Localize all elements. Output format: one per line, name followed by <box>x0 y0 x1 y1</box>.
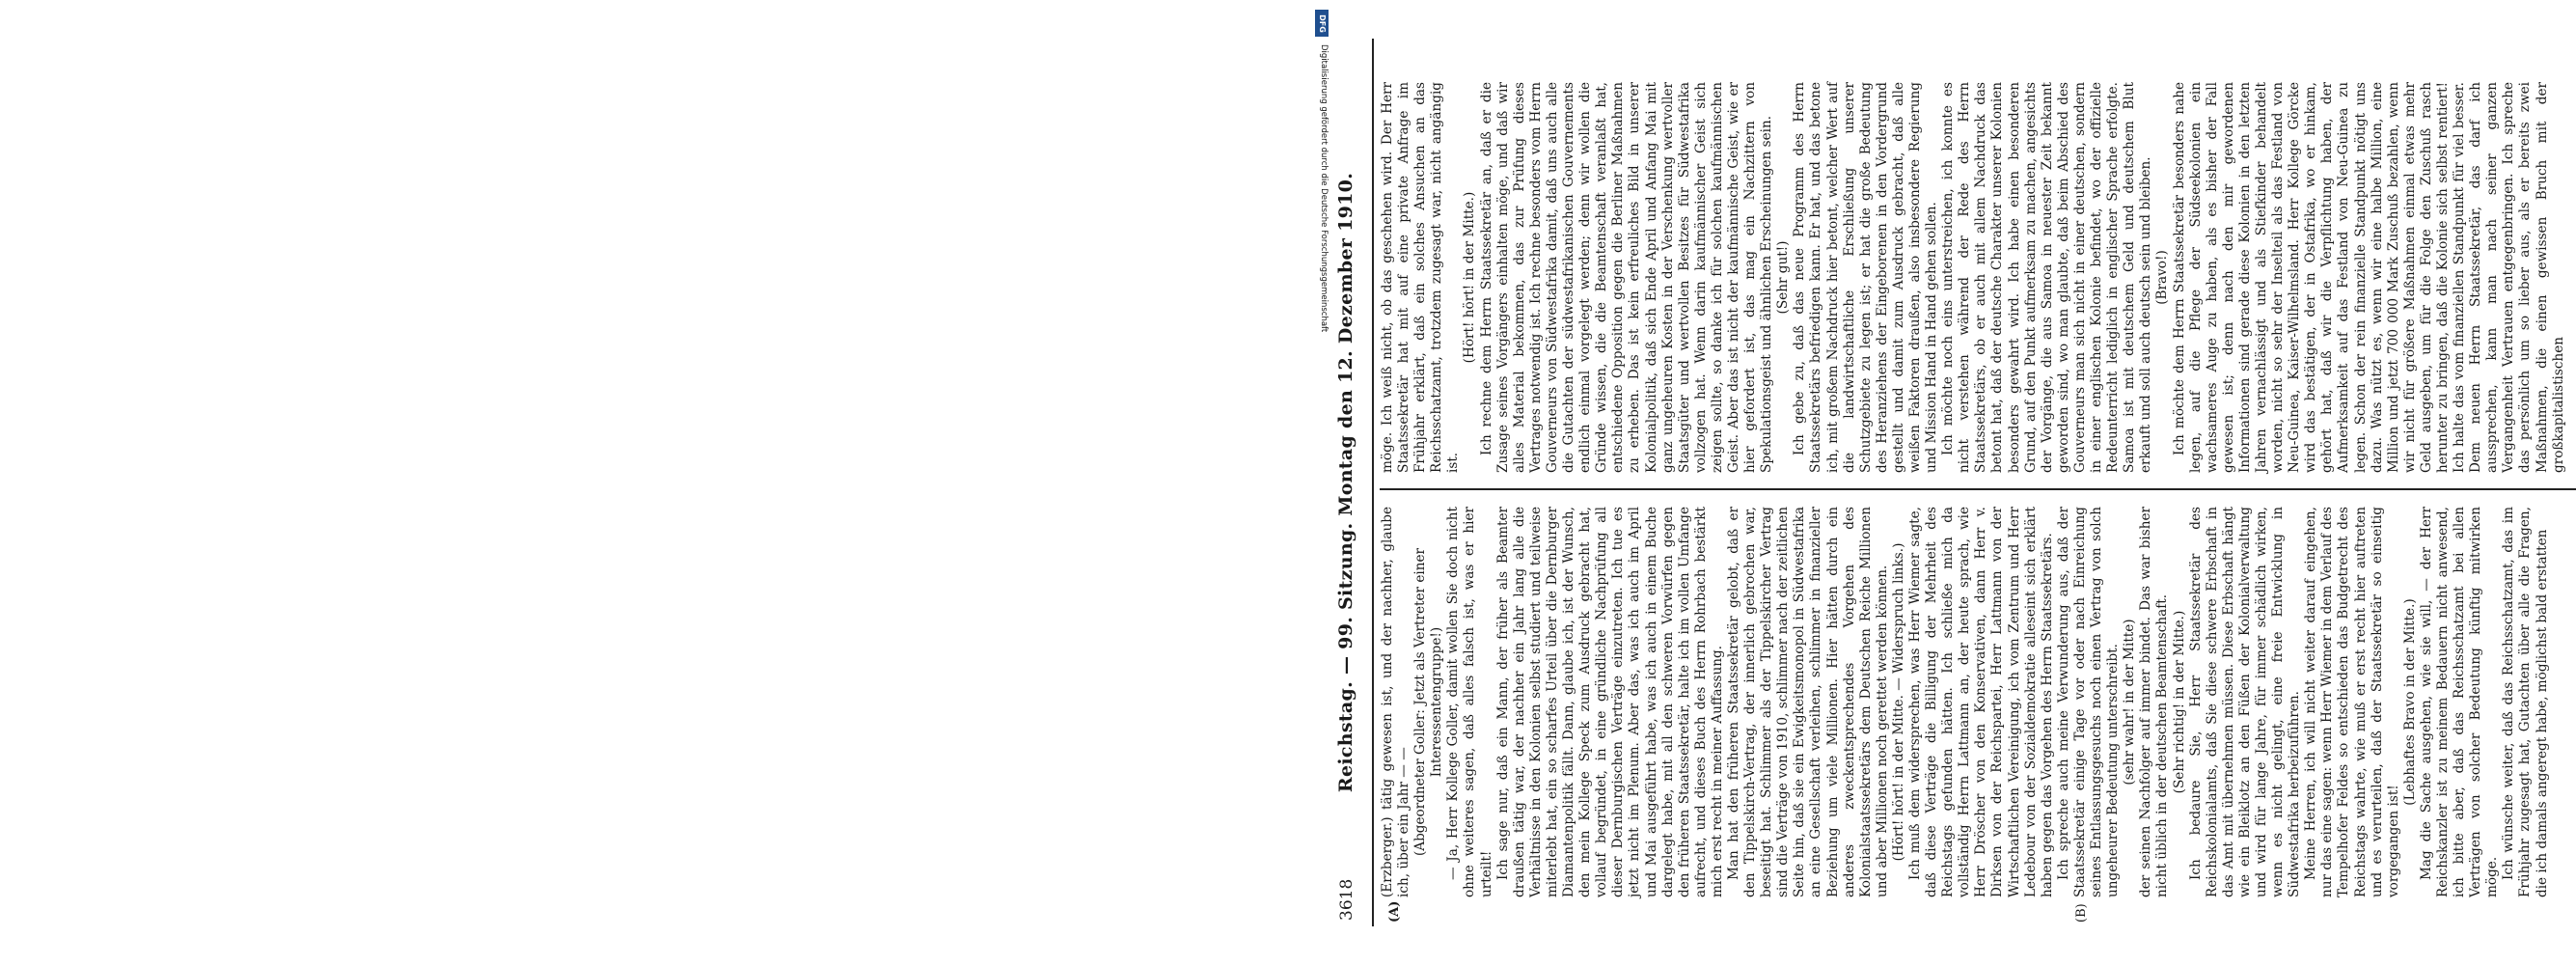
page-header <box>1331 39 1374 926</box>
document-page <box>1331 39 2576 926</box>
interjection: (Hört! hört! in der Mitte.) <box>1462 191 1478 364</box>
interjection: (Lebhaftes Bravo in der Mitte.) <box>2401 598 2418 806</box>
paragraph: Mag die Sache ausgehen, wie sie will, — der Herr Reichskanzler ist zu meinem Bedauern nicht anwesend, ich bitte aber, daß das Reichsschatzamt bei allen Verträgen von solcher Bedeutung künftig mitwirken möge. <box>2418 507 2501 897</box>
paragraph: Man hat den früheren Staatssekretär gelobt, daß er den Tippelskirch-Vertrag, der innerlich gebrochen war, beseitigt hat. Schlimmer als der Tippelskircher Vertrag sind die Verträge von 1910, schlimmer nach der zeitlichen Seite hin, daß sie ein Ewigkeitsmonopol in Südwestafrika an eine Gesellschaft verleihen, schlimmer in finanzieller Beziehung um viele Millionen. Hier hätten durch ein anderes zweckentsprechendes Vorgehen des Kolonialstaatssekretärs dem Deutschen Reiche Millionen und aber Millionen noch gerettet werden können. <box>1725 507 1890 897</box>
interjection: (Sehr richtig! in der Mitte.) <box>2171 610 2187 794</box>
paragraph: (Erzberger.) tätig gewesen ist, und der nachher, glaube ich, über ein Jahr — — <box>1380 507 1412 897</box>
page-title: Reichstag. — 99. Sitzung. Montag den 12. Dezember 1910. <box>1335 172 1357 793</box>
paragraph: Ich möchte noch eins unterstreichen, ich konnte es nicht verstehen während der Rede des Herrn Staatssekretärs, ob er auch mit allem Nachdruck das betont hat, daß der deutsche Charakter unserer Kolonien besonders gewahrt wird. Ich habe einen besonderen Grund, auf den Punkt aufmerksam zu machen, angesichts der Vorgänge, die aus Samoa in neuester Zeit bekannt geworden sind, wo man glaubte, daß beim Abschied des Gouverneurs man sich nicht in einer deutschen, sondern in einer englischen Kolonie befindet, wo der offizielle Redeunterricht lediglich in englischer Sprache erfolgte. Samoa ist mit deutschem Geld und deutschem Blut erkauft und soll auch deutsch sein und bleiben. <box>1940 82 2154 473</box>
interjection: (Sehr gut!) <box>1775 240 1792 315</box>
paragraph: Ich sage nur, daß ein Mann, der früher als Beamter draußen tätig war, der nachher ein Jahr lang alle die Verhältnisse in den Kolonien selbst studiert und teilweise miterlebt hat, ein so scharfes Urteil über die Dernburger Diamantenpolitik fällt. Dann, glaube ich, ist der Wunsch, den mein Kollege Speck zum Ausdruck gebracht hat, vollauf begründet, in eine gründliche Nachprüfung all dieser Dernburgischen Verträge einzutreten. Ich tue es jetzt nicht im Plenum. Aber das, was ich auch im April und Mai ausgeführt habe, was ich auch in einem Buche dargelegt habe, mit all den schweren Vorwürfen gegen den früheren Staatssekretär, halte ich im vollen Umfange aufrecht, und dieses Buch des Herrn Rohrbach bestärkt mich erst recht in meiner Auffassung. <box>1494 507 1725 897</box>
paragraph: der seinen Nachfolger auf immer bindet. Das war bisher nicht üblich in der deutschen Beamtenschaft. <box>2138 507 2171 897</box>
interjection: (Abgeordneter Goller: Jetzt als Vertreter einer Interessentengruppe!) <box>1412 547 1445 857</box>
margin-marker-a: (A) <box>1387 900 1402 923</box>
dfg-logo: DFG <box>1315 10 1329 37</box>
paragraph: Ich spreche auch meine Verwunderung aus, daß der Staatssekretär einige Tage vor oder nach Einreichung seines Entlassungsgesuchs noch einen Vertrag von solch ungeheurer Bedeutung unterschreibt. <box>2055 507 2122 897</box>
digitization-credit <box>1315 10 1330 955</box>
left-text-column <box>1380 507 2576 897</box>
paragraph: Ich wünsche weiter, daß das Reichsschatzamt, das im Frühjahr zugesagt hat, Gutachten über alle die Fragen, die ich damals angeregt habe, möglichst bald erstatten <box>2501 507 2550 897</box>
paragraph: Ich gebe zu, daß das neue Programm des Herrn Staatssekretärs befriedigen kann. Er hat, und das betone ich, mit großem Nachdruck hier betont, welcher Wert auf die landwirtschaftliche Erschließung unserer Schutzgebiete zu legen ist; er hat die große Bedeutung des Heranziehens der Eingeborenen in den Vordergrund gestellt und damit zum Ausdruck gebracht, daß alle weißen Faktoren draußen, also insbesondere Regierung und Mission Hand in Hand gehen sollen. <box>1792 82 1940 473</box>
page-number: 3618 <box>1337 878 1357 921</box>
margin-marker-b: (B) <box>2074 903 2089 923</box>
paragraph: — Ja, Herr Kollege Goller, damit wollen Sie doch nicht ohne weiteres sagen, daß alles falsch ist, was er hier urteilt! <box>1445 507 1494 897</box>
interjection: (sehr wahr! in der Mitte) <box>2122 619 2138 786</box>
paragraph: Ich rechne dem Herrn Staatssekretär an, daß er die Zusage seines Vorgängers einhalten möge, und daß wir alles Material bekommen, das zur Prüfung dieses Vertrages notwendig ist. Ich rechne besonders vom Herrn Gouverneurs von Südwestafrika damit, daß uns auch alle die Gutachten der südwestafrikanischen Gouvernements endlich einmal vorgelegt werden; denn wir wollen die Gründe wissen, die die Beamtenschaft veranlaßt hat, entschiedene Opposition gegen die Berliner Maßnahmen zu erheben. Das ist kein erfreuliches Bild in unserer Kolonialpolitik, daß sich Ende April und Anfang Mai mit ganz ungeheuren Kosten in der Verschenkung wertvoller Staatsgüter und wertvollen Besitzes für Südwestafrika vollzogen hat. Wenn darin kaufmännischer Geist sich zeigen sollte, so danke ich für solchen kaufmännischen Geist. Aber das ist nicht der kaufmännische Geist, wie er hier gefordert ist, das mag ein Nachzittern von Spekulationsgeist und ähnlichen Erscheinungen sein. <box>1478 82 1775 473</box>
paragraph: möge. Ich weiß nicht, ob das geschehen wird. Der Herr Staatssekretär hat mit auf eine private Anfrage im Frühjahr erklärt, daß ein solches Ansuchen an das Reichsschatzamt, trotzdem zugesagt war, nicht angängig ist. <box>1380 82 1462 473</box>
paragraph: Ich bedaure Sie, Herr Staatssekretär des Reichskolonialamts, daß Sie diese schwere Erbschaft in das Amt mit übernehmen müssen. Diese Erbschaft hängt wie ein Bleiklotz an den Füßen der Kolonialverwaltung und wird für lange Jahre, für immer schädlich wirken, wenn es nicht gelingt, eine freie Entwicklung in Südwestafrika herbeizuführen. <box>2187 507 2303 897</box>
interjection: (Bravo!) <box>2154 250 2171 305</box>
column-divider <box>1380 488 2576 490</box>
credit-text: Digitalisierung gefördert durch die Deutsche Forschungsgemeinschaft <box>1319 44 1329 333</box>
paragraph: Ich muß dem widersprechen, was Herr Wiemer sagte, daß diese Verträge die Billigung der Mehrheit des Reichstags gefunden hätten. Ich schließe mich da vollständig Herrn Lattmann an, der heute sprach, wie Herr Dröscher von den Konservativen, dann Herr v. Dirksen von der Reichspartei, Herr Lattmann von der Wirtschaftlichen Vereinigung, ich vom Zentrum und Herr Ledebour von der Sozialdemokratie alleseint sich erklärt haben gegen das Vorgehen des Herrn Staatssekretärs. <box>1907 507 2055 897</box>
right-text-column <box>1380 82 2576 473</box>
paragraph: Ich möchte dem Herrn Staatssekretär besonders nahe legen, auf die Pflege der Südseekolonien ein wachsameres Auge zu haben, als es bisher der Fall gewesen ist; denn nach den mir gewordenen Informationen sind gerade diese Kolonien in den letzten Jahren vernachlässigt und als Stiefkinder behandelt worden, nicht so sehr der Inselteil als das Festland von Neu-Guinea, Kaiser-Wilhelmsland. Herr Kollege Görcke wird das bestätigen, der in Ostafrika, wo er hinkam, gehört hat, daß wir die Verpflichtung haben, der Aufmerksamkeit auf das Festland von Neu-Guinea zu legen. Schon der rein finanzielle Standpunkt nötigt uns dazu. Was nützt es, wenn wir eine halbe Million, eine Million und jetzt 700 000 Mark Zuschuß bezahlen, wenn wir nicht für größere Maßnahmen einmal etwas mehr Geld ausgeben, um für die Folge den Zuschuß rasch herunter zu bringen, daß die Kolonie sich selbst rentiert! Ich halte das vom finanziellen Standpunkt für viel besser. Dem neuen Herrn Staatssekretär, das darf ich aussprechen, kann man nach seiner ganzen Vergangenheit Vertrauen entgegenbringen. Ich spreche das persönlich um so lieber aus, als er bereits zwei Maßnahmen, die einen gewissen Bruch mit der großkapitalistischen <box>2171 82 2566 473</box>
interjection: (Hört! hört! in der Mitte. — Widerspruch links.) <box>1890 542 1906 862</box>
paragraph: Meine Herren, ich will nicht weiter darauf eingehen, nur das eine sagen: wenn Herr Wiemer in dem Verlauf des Tempelhofer Feldes so entschieden das Budgetrecht des Reichstags wahrte, wie muß er erst recht hier auftreten und es verurteilen, daß der Staatssekretär so einseitig vorgegangen ist! <box>2303 507 2401 897</box>
